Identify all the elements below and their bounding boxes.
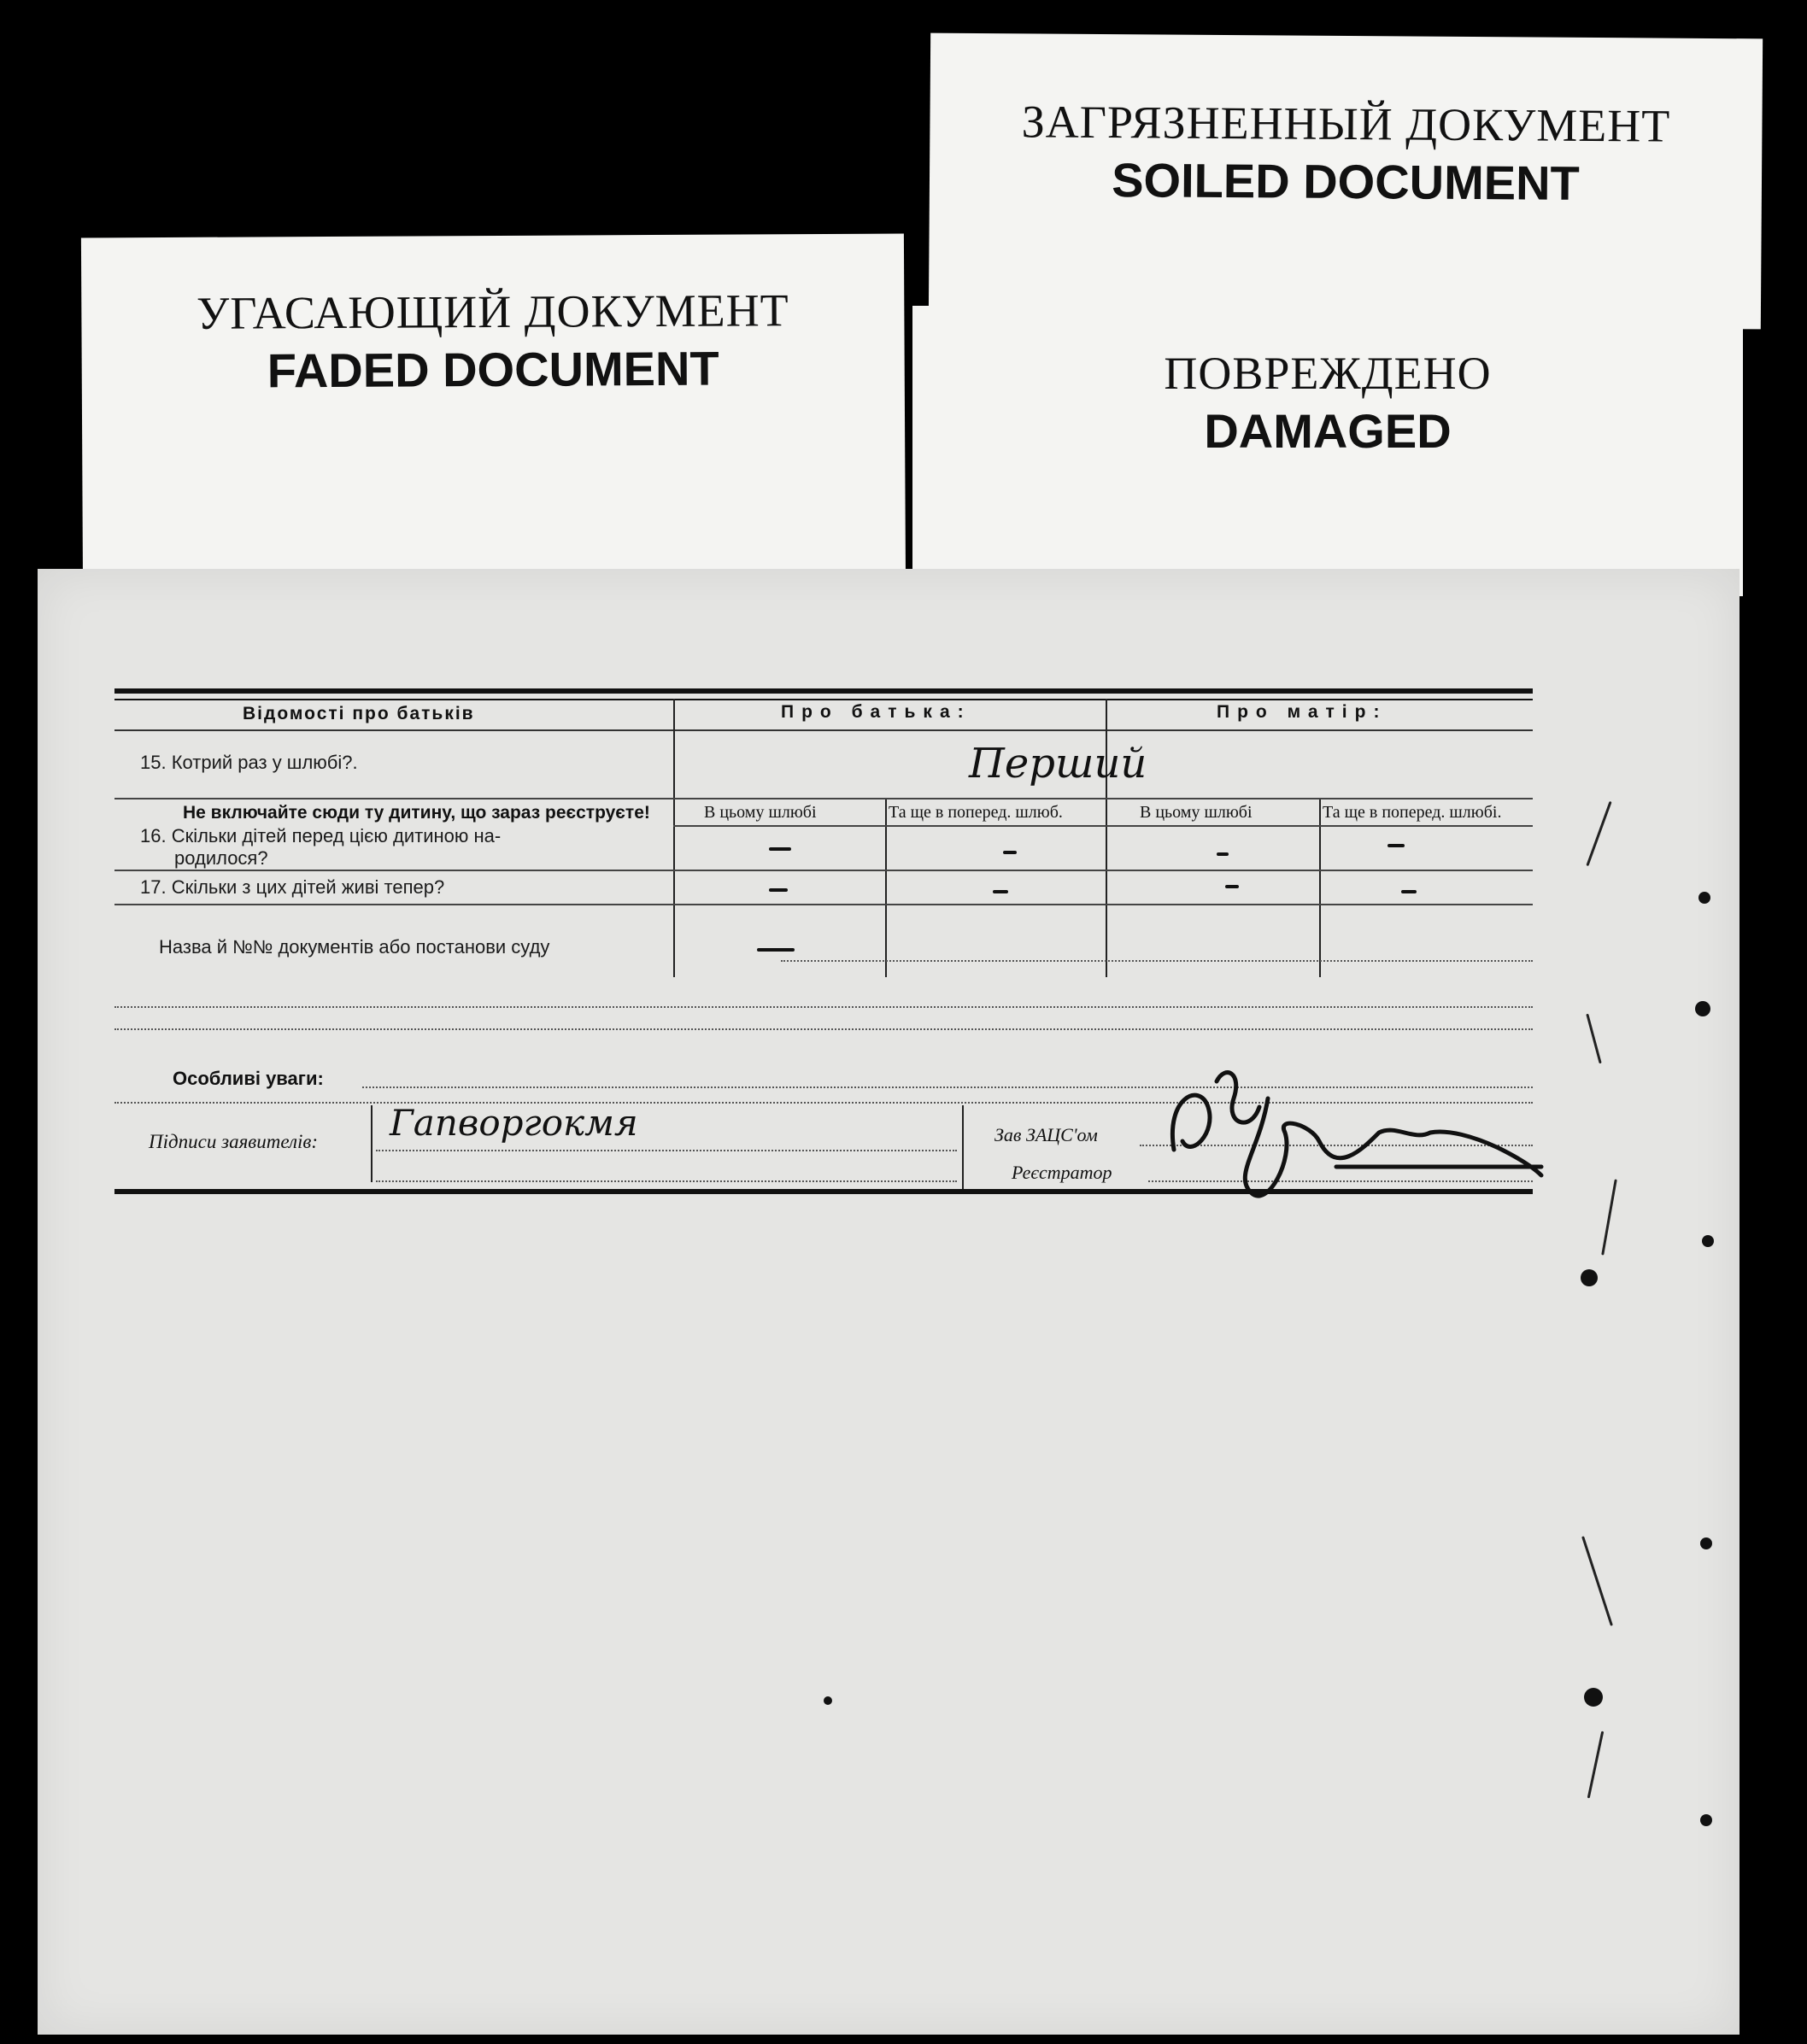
subcol-father-before: Та ще в поперед. шлюб. bbox=[889, 803, 1063, 822]
tear-mark bbox=[1587, 1731, 1605, 1799]
documents-dash bbox=[757, 948, 795, 952]
q16-mother-before-dash bbox=[1388, 844, 1405, 847]
q16-note: Не включайте сюди ту дитину, що зараз реєструєте! bbox=[183, 803, 650, 823]
q16-father-before-dash bbox=[1003, 851, 1017, 854]
punch-hole bbox=[1698, 892, 1710, 904]
punch-hole bbox=[824, 1696, 832, 1705]
header-parents-info: Відомості про батьків bbox=[243, 704, 475, 723]
applicant-signature-line bbox=[376, 1150, 957, 1151]
q17-father-before-dash bbox=[993, 890, 1008, 893]
subcol-mother-in-marriage: В цьому шлюбі bbox=[1140, 803, 1253, 822]
q17-father-in-marriage-dash bbox=[769, 888, 788, 892]
punch-hole bbox=[1581, 1269, 1598, 1286]
official-signature-bracket bbox=[962, 1105, 964, 1191]
q16-bottom-rule bbox=[114, 870, 1533, 871]
registration-form-page bbox=[38, 569, 1740, 2035]
registrar-label: Реєстратор bbox=[1012, 1162, 1112, 1183]
subcol-father-in-marriage: В цьому шлюбі bbox=[704, 803, 817, 822]
q15-label: 15. Котрий раз у шлюбі?. bbox=[140, 752, 358, 773]
punch-hole bbox=[1702, 1235, 1714, 1247]
applicant-signature-line-2 bbox=[376, 1180, 957, 1182]
q15-father-answer: Перший bbox=[969, 740, 1147, 788]
subcol-rule bbox=[673, 825, 1533, 827]
header-bottom-rule bbox=[114, 729, 1533, 731]
top-rule bbox=[114, 688, 1533, 694]
documents-line-3 bbox=[114, 1028, 1533, 1030]
header-rule bbox=[114, 699, 1533, 700]
documents-line-2 bbox=[114, 1006, 1533, 1008]
punch-hole bbox=[1700, 1814, 1712, 1826]
subcol-mother-before: Та ще в поперед. шлюбі. bbox=[1323, 803, 1502, 822]
special-notes-label: Особливі уваги: bbox=[173, 1068, 324, 1089]
q17-mother-in-marriage-dash bbox=[1225, 885, 1239, 888]
header-about-father: Про батька: bbox=[781, 702, 971, 722]
q16-mother-in-marriage-dash bbox=[1217, 852, 1229, 856]
applicant-signature: Гапворгокмя bbox=[390, 1102, 638, 1144]
damaged-label-en: DAMAGED bbox=[1204, 404, 1452, 458]
q15-bottom-rule bbox=[114, 798, 1533, 799]
q17-label: 17. Скільки з цих дітей живі тепер? bbox=[140, 876, 445, 898]
tear-mark bbox=[1601, 1179, 1617, 1255]
faded-document-card bbox=[81, 233, 906, 596]
header-about-mother: Про матір: bbox=[1217, 702, 1388, 722]
q16-father-in-marriage-dash bbox=[769, 847, 791, 851]
q16-label-line2: родилося? bbox=[174, 847, 268, 869]
q16-label-line1: 16. Скільки дітей перед цією дитиною на- bbox=[140, 825, 502, 846]
soiled-label-ru: ЗАГРЯЗНЕННЫЙ ДОКУМЕНТ bbox=[1021, 96, 1671, 152]
damaged-label-ru: ПОВРЕЖДЕНО bbox=[1164, 348, 1492, 399]
documents-label: Назва й №№ документів або постанови суду bbox=[159, 936, 550, 958]
punch-hole bbox=[1700, 1537, 1712, 1549]
faded-label-ru: УГАСАЮЩИЙ ДОКУМЕНТ bbox=[196, 284, 789, 339]
q17-bottom-rule bbox=[114, 904, 1533, 905]
punch-hole bbox=[1584, 1688, 1603, 1707]
head-label: Зав ЗАЦС'ом bbox=[994, 1124, 1098, 1145]
faded-label-en: FADED DOCUMENT bbox=[267, 341, 719, 398]
documents-line-1 bbox=[781, 960, 1533, 962]
applicant-signatures-label: Підписи заявителів: bbox=[149, 1131, 319, 1152]
tear-mark bbox=[1586, 1014, 1601, 1064]
soiled-label-en: SOILED DOCUMENT bbox=[1112, 153, 1580, 210]
tear-mark bbox=[1586, 801, 1611, 866]
damaged-document-card bbox=[912, 306, 1743, 596]
bottom-rule bbox=[114, 1189, 1533, 1194]
applicant-signature-bracket bbox=[371, 1105, 373, 1182]
soiled-document-card bbox=[929, 33, 1763, 330]
punch-hole bbox=[1695, 1001, 1710, 1016]
tear-mark bbox=[1581, 1536, 1613, 1626]
q17-mother-before-dash bbox=[1401, 890, 1417, 893]
col-sep-main bbox=[673, 699, 675, 977]
